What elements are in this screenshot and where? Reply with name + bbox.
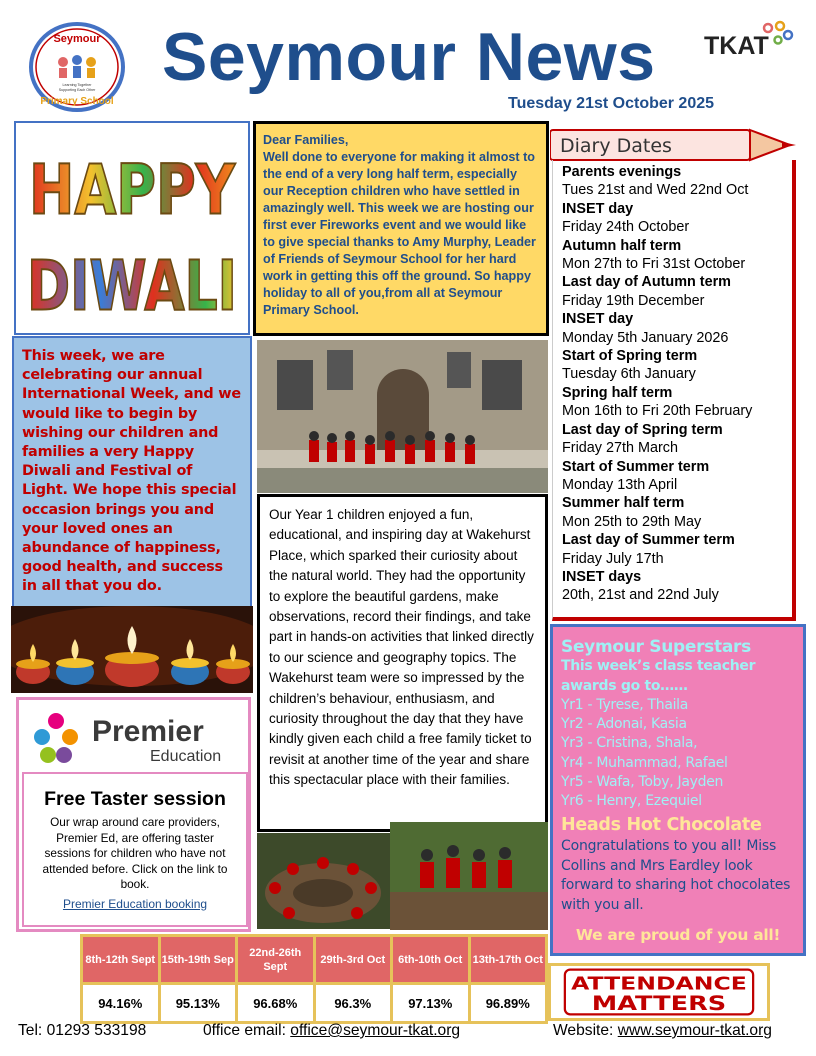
attendance-week-header: 29th-3rd Oct <box>314 936 392 984</box>
diary-entry-date: Friday 24th October <box>562 219 690 236</box>
diary-entry-title: Start of Summer term <box>562 458 710 475</box>
diary-entry-date: Mon 25th to 29th May <box>562 513 702 530</box>
taster-body: Our wrap around care providers, Premier Ed, are offering taster sessions for children who have not attended before. Click on the link to book. <box>42 815 228 891</box>
footer-website-label: Website: <box>553 1022 618 1039</box>
diary-entry-title: INSET days <box>562 568 642 585</box>
diwali-message: This week, we are celebrating our annual International Week, and we would like to begin by wishing our children and families a very Happy Diwali and Festival of Light. We hope this special occasion brings you and your loved ones an abundance of happiness, good health, and success in all that you do. <box>12 336 252 608</box>
superstars-title: Seymour Superstars <box>561 637 751 657</box>
svg-text:Learning Together: Learning Together <box>62 83 92 87</box>
hot-chocolate-title: Heads Hot Chocolate <box>561 815 762 836</box>
proud-message: We are proud of you all! <box>575 925 781 944</box>
happy-diwali-image <box>14 121 250 335</box>
diary-entry-title: Start of Spring term <box>562 348 698 365</box>
diary-entry-date: Tuesday 6th January <box>562 366 696 383</box>
superstar-line: Yr5 - Wafa, Toby, Jayden <box>561 773 724 790</box>
attendance-weeks-row <box>82 936 547 984</box>
attendance-matters-sign <box>548 963 770 1021</box>
premier-star-icon <box>34 713 78 763</box>
svg-text:Seymour: Seymour <box>53 33 101 45</box>
attendance-week-header: 13th-17th Oct <box>469 936 547 984</box>
footer-email <box>203 1022 460 1040</box>
attendance-value-cell: 96.68% <box>237 984 315 1023</box>
year1-trip-article: Our Year 1 children enjoyed a fun, educational, and inspiring day at Wakehurst Place, which sparked their curiosity about the natural world. They had the opportunity to explore the beautiful gardens, make observations, record their findings, and take part in hands-on activities that linked directly to our science and geography topics. The Wakehurst team were so impressed by the children’s behaviour, enthusiasm, and curiosity throughout the day that they have kindly given each child a free family ticket to revisit at another time of the year and share this spectacular place with their families. <box>257 494 548 832</box>
diary-dates-pencil-banner <box>550 127 808 163</box>
children-circle-photo <box>257 833 390 929</box>
svg-text:DIWALI: DIWALI <box>27 246 238 327</box>
attendance-table <box>80 934 548 1024</box>
newsletter-title: Seymour News <box>162 19 656 95</box>
attendance-values-row <box>82 984 547 1023</box>
diary-entry-title: INSET day <box>562 200 634 217</box>
diary-entry-title: Last day of Spring term <box>562 421 723 438</box>
footer-email-link[interactable]: office@seymour-tkat.org <box>290 1022 461 1039</box>
svg-text:ATTENDANCE: ATTENDANCE <box>571 973 747 995</box>
diary-entry-title: Last day of Summer term <box>562 532 735 549</box>
taster-title: Free Taster session <box>44 788 226 810</box>
diary-entry-title: Last day of Autumn term <box>562 274 731 291</box>
attendance-value-cell: 96.3% <box>314 984 392 1023</box>
diary-entry-date: Monday 13th April <box>562 476 678 493</box>
attendance-week-header: 8th-12th Sept <box>82 936 160 984</box>
attendance-week-header: 6th-10th Oct <box>392 936 470 984</box>
school-trip-photo <box>257 340 548 493</box>
svg-text:HAPPY: HAPPY <box>28 150 237 231</box>
premier-education-logo <box>22 703 248 771</box>
taster-session-box <box>22 772 248 927</box>
footer-website <box>553 1022 772 1040</box>
superstar-line: Yr1 - Tyrese, Thaila <box>561 697 689 713</box>
diary-entry-date: Tues 21st and Wed 22nd Oct <box>562 182 749 199</box>
premier-booking-link[interactable]: Premier Education booking <box>62 896 208 911</box>
hot-chocolate-body: Congratulations to you all! Miss Collins and Mrs Eardley look forward to sharing hot chocolates with you all. <box>561 838 791 913</box>
attendance-week-header: 15th-19th Sep <box>159 936 237 984</box>
diya-lamps-image <box>11 606 253 693</box>
children-woods-photo <box>390 822 548 930</box>
diary-entry-title: Summer half term <box>562 495 685 512</box>
svg-text:Diary Dates: Diary Dates <box>560 135 672 157</box>
svg-text:Education: Education <box>150 748 222 765</box>
svg-text:TKAT: TKAT <box>704 32 769 60</box>
superstar-line: Yr3 - Cristina, Shala, <box>561 735 698 752</box>
diary-entry-date: Friday 19th December <box>562 292 705 309</box>
diary-entry-date: Mon 27th to Fri 31st October <box>562 256 746 273</box>
diary-entry-title: Parents evenings <box>562 164 682 180</box>
dear-families-message: Dear Families, Well done to everyone for making it almost to the end of a very long half term, especially our Reception children who have settled in amazingly well. This week we are hosting our first ever Fireworks event and we would like to give special thanks to Amy Murphy, Leader of Friends of Seymour School for her hard work in getting this off the ground. So happy holiday to all of you,from all at Seymour Primary School. <box>253 121 549 336</box>
superstar-line: Yr4 - Muhammad, Rafael <box>561 754 728 771</box>
superstar-line: Yr2 - Adonai, Kasia <box>561 716 687 733</box>
footer-email-label: 0ffice email: <box>203 1022 291 1039</box>
svg-text:Primary School: Primary School <box>40 96 114 107</box>
tkat-logo <box>700 20 800 64</box>
diary-entry-title: INSET day <box>562 311 634 328</box>
diary-entry-date: Friday 27th March <box>562 440 678 457</box>
seymour-school-logo <box>28 22 126 112</box>
svg-text:Premier: Premier <box>92 715 204 748</box>
attendance-week-header: 22nd-26th Sept <box>237 936 315 984</box>
attendance-value-cell: 96.89% <box>469 984 547 1023</box>
attendance-value-cell: 95.13% <box>159 984 237 1023</box>
footer-website-link[interactable]: www.seymour-tkat.org <box>617 1022 772 1039</box>
attendance-value-cell: 94.16% <box>82 984 160 1023</box>
diary-entry-date: Mon 16th to Fri 20th February <box>562 403 753 420</box>
svg-text:MATTERS: MATTERS <box>591 991 727 1015</box>
diary-entry-date: Monday 5th January 2026 <box>562 329 729 346</box>
footer-telephone: Tel: 01293 533198 <box>18 1022 147 1039</box>
issue-date: Tuesday 21st October 2025 <box>508 95 715 112</box>
superstars-box <box>550 624 806 956</box>
svg-text:Supporting Each Other: Supporting Each Other <box>58 88 96 92</box>
superstar-line: Yr6 - Henry, Ezequiel <box>561 793 702 810</box>
attendance-value-cell: 97.13% <box>392 984 470 1023</box>
premier-education-box <box>16 697 251 932</box>
diary-entry-date: 20th, 21st and 22nd July <box>562 587 719 604</box>
diary-entry-date: Friday July 17th <box>562 550 664 567</box>
diary-entry-title: Spring half term <box>562 384 673 401</box>
superstars-subtitle: This week’s class teacher awards go to…… <box>561 658 756 694</box>
diary-dates-list <box>552 160 796 621</box>
diary-entry-title: Autumn half term <box>562 237 682 254</box>
